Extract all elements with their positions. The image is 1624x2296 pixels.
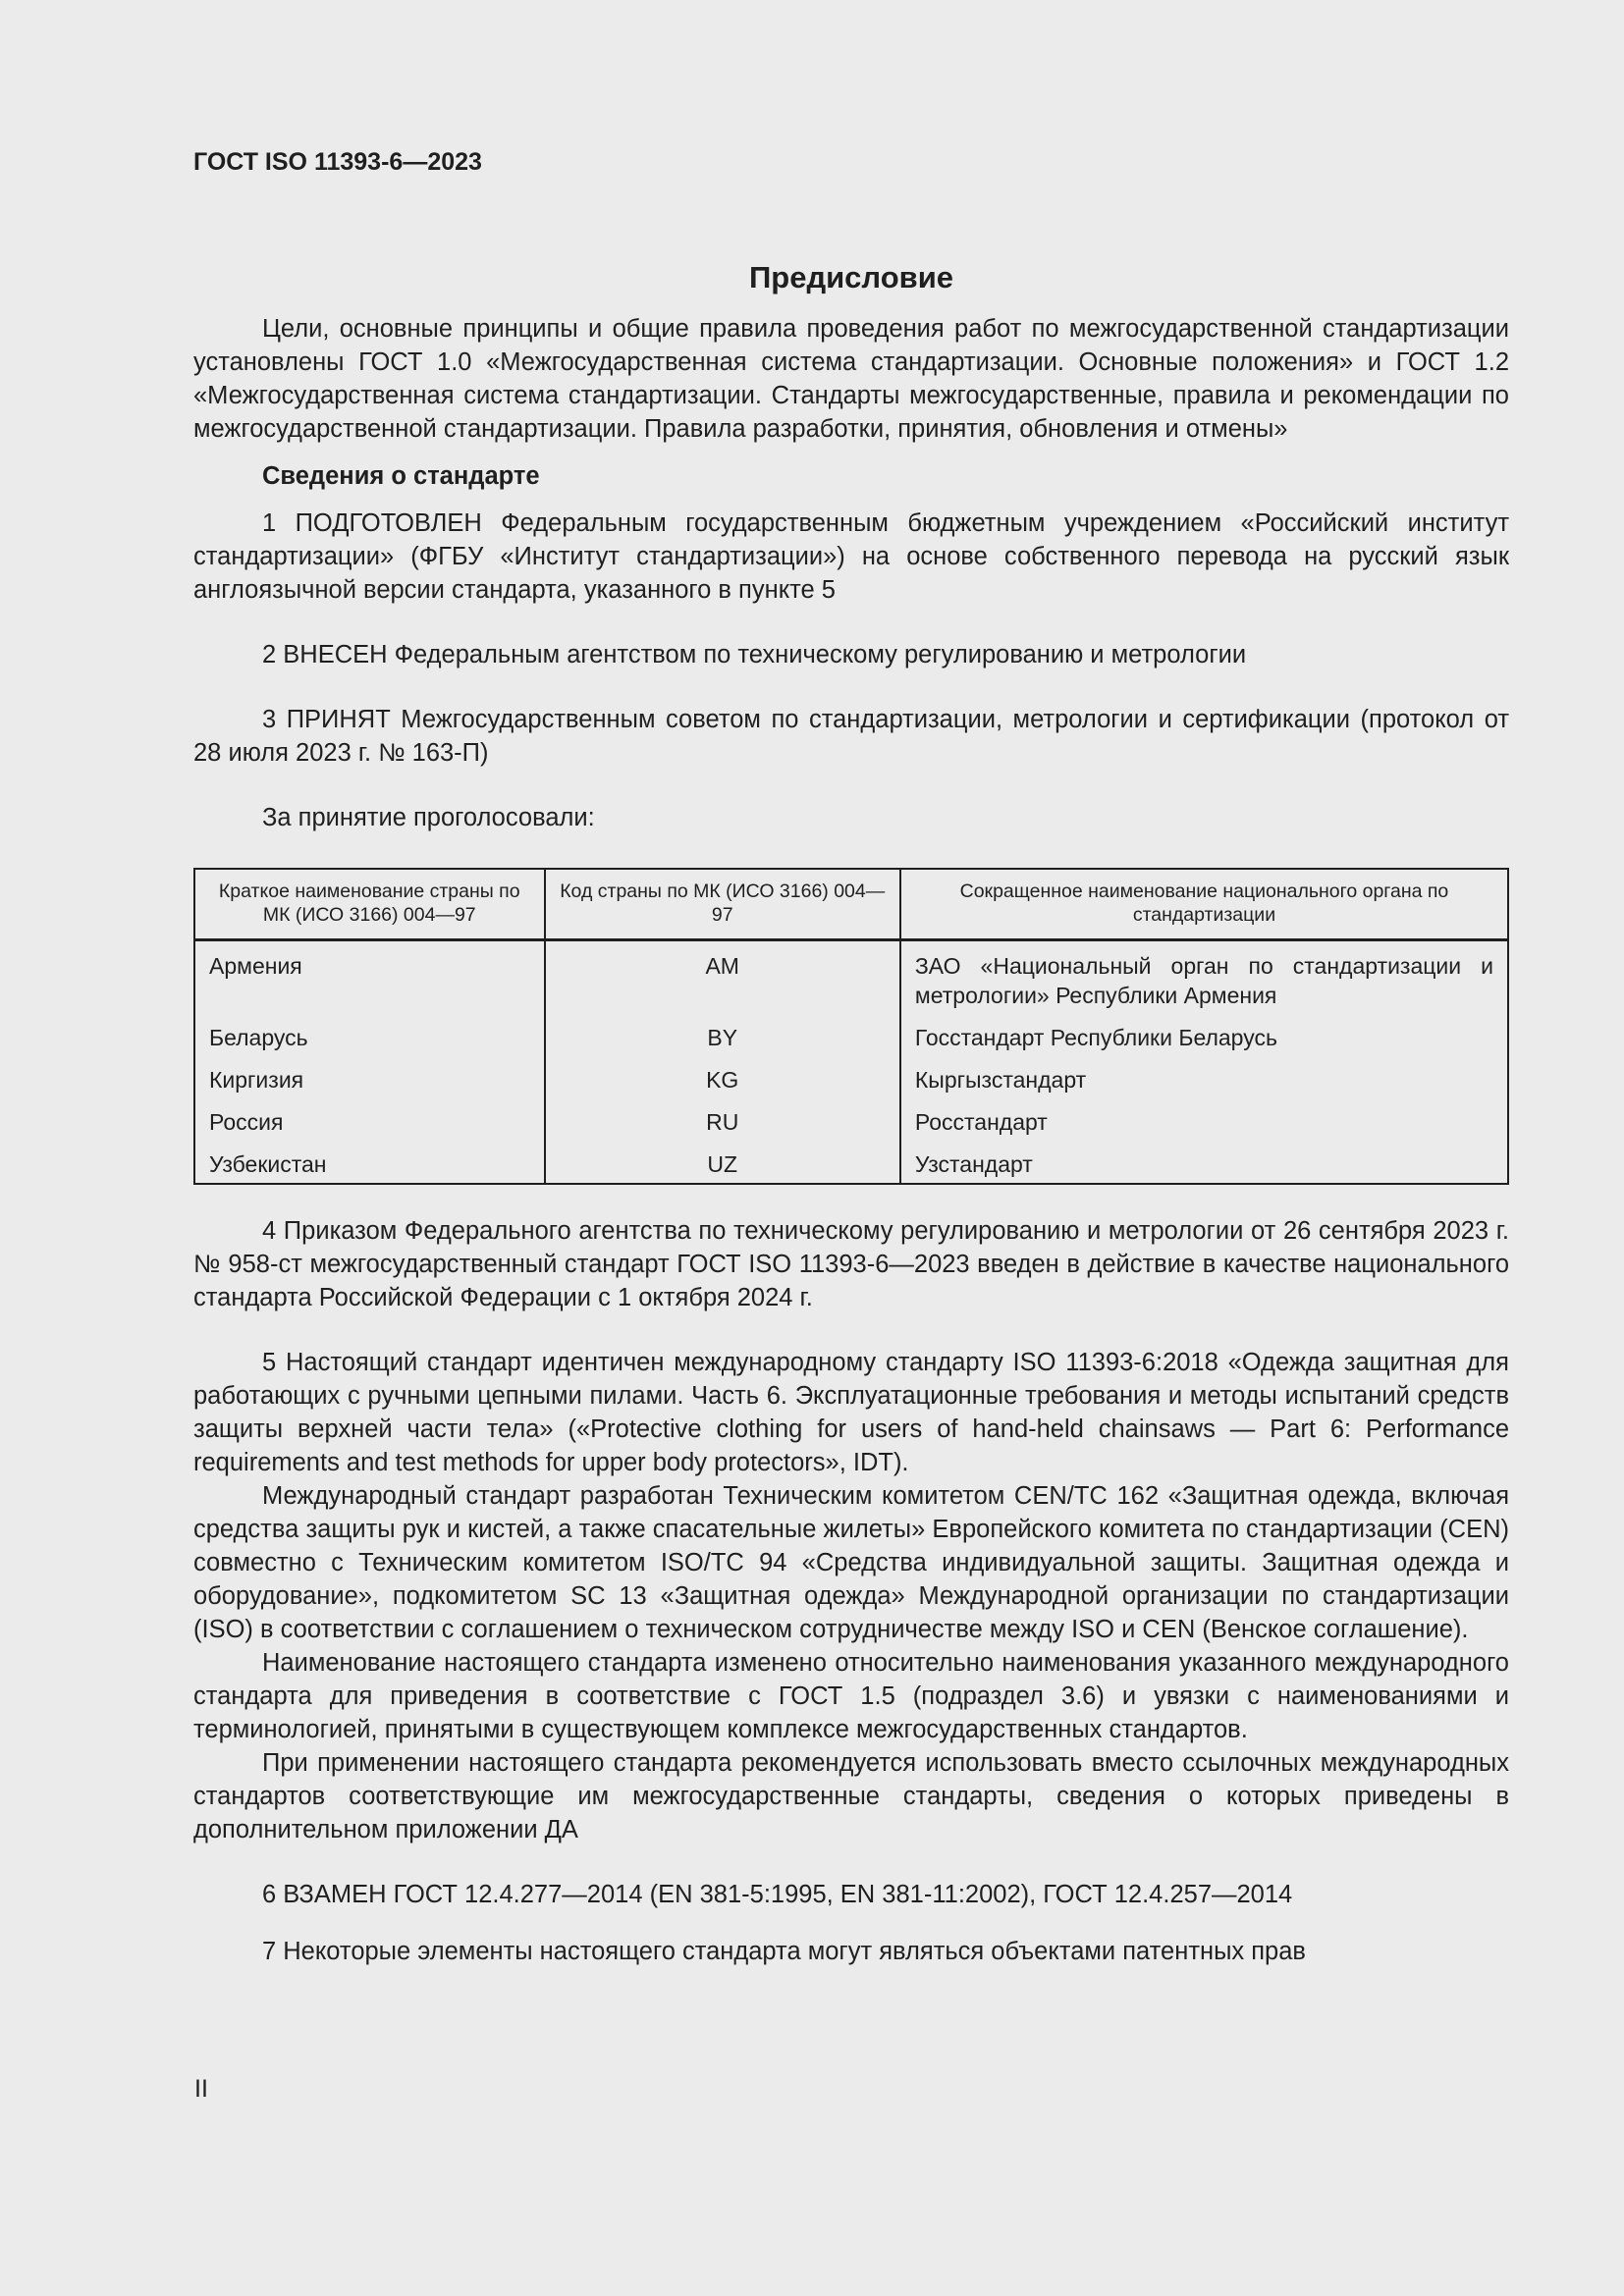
item-1: 1 ПОДГОТОВЛЕН Федеральным государственным бюджетным учреждением «Российский институт стандартизации» (ФГБУ «Институт стандартизации») на основе собственного перевода на русский язык англоязычной версии стандарта, указанного в пункте 5 — [193, 509, 1509, 604]
item-5-paragraph-4: При применении настоящего стандарта рекомендуется использовать вместо ссылочных международных стандартов соответствующие им межгосударственные стандарты, сведения о которых приведены в дополнительном приложении ДА — [193, 1749, 1509, 1843]
column-header-organization: Сокращенное наименование национального органа по стандартизации — [900, 869, 1508, 940]
country-cell: Киргизия — [194, 1056, 545, 1098]
item-4: 4 Приказом Федерального агентства по техническому регулированию и метрологии от 26 сентября 2023 г. № 958-ст межгосударственный стандарт ГОСТ ISO 11393-6—2023 введен в действие в качестве национального стандарта Российской Федерации с 1 октября 2024 г. — [193, 1217, 1509, 1311]
organization-cell: Кыргызстандарт — [900, 1056, 1508, 1098]
vote-intro: За принятие проголосовали: — [262, 804, 595, 831]
country-cell: Узбекистан — [194, 1141, 545, 1184]
item-3: 3 ПРИНЯТ Межгосударственным советом по стандартизации, метрологии и сертификации (протокол от 28 июля 2023 г. № 163-П) — [193, 706, 1509, 767]
item-5-paragraph-2: Международный стандарт разработан Техническим комитетом CEN/TC 162 «Защитная одежда, включая средства защиты рук и кистей, а также спасательные жилеты» Европейского комитета по стандартизации (CEN) совместно с Техническим комитетом ISO/TC 94 «Средства индивидуальной защиты. Защитная одежда и оборудование», подкомитетом SC 13 «Защитная одежда» Международной организации по стандартизации (ISO) в соответствии с соглашением о техническом сотрудничестве между ISO и CEN (Венское соглашение). — [193, 1482, 1509, 1643]
item-5: 5 Настоящий стандарт идентичен международному стандарту ISO 11393-6:2018 «Одежда защитная для работающих с ручными цепными пилами. Часть 6. Эксплуатационные требования и методы испытаний средств защиты верхней части тела» («Protective clothing for users of hand-held chainsaws — Part 6: Performance requirements and test methods for upper body protectors», IDT). — [193, 1349, 1509, 1476]
item-6: 6 ВЗАМЕН ГОСТ 12.4.277—2014 (EN 381-5:1995, EN 381-11:2002), ГОСТ 12.4.257—2014 — [262, 1881, 1293, 1908]
item-5-paragraph-3: Наименование настоящего стандарта изменено относительно наименования указанного международного стандарта для приведения в соответствие с ГОСТ 1.5 (подраздел 3.6) и увязки с наименованиями и терминологией, принятыми в существующем комплексе межгосударственных стандартов. — [193, 1649, 1509, 1743]
code-cell: RU — [545, 1098, 900, 1141]
intro-paragraph: Цели, основные принципы и общие правила проведения работ по межгосударственной стандартизации установлены ГОСТ 1.0 «Межгосударственная система стандартизации. Основные положения» и ГОСТ 1.2 «Межгосударственная система стандартизации. Стандарты межгосударственные, правила и рекомендации по межгосударственной стандартизации. Правила разработки, принятия, обновления и отмены» — [193, 315, 1509, 443]
table-row — [194, 1141, 1508, 1184]
code-cell: KG — [545, 1056, 900, 1098]
country-cell: Россия — [194, 1098, 545, 1141]
page-number: II — [194, 2075, 208, 2103]
item-7: 7 Некоторые элементы настоящего стандарта могут являться объектами патентных прав — [262, 1938, 1306, 1965]
table-row — [194, 1014, 1508, 1056]
country-cell: Беларусь — [194, 1014, 545, 1056]
code-cell: BY — [545, 1014, 900, 1056]
column-header-country: Краткое наименование страны по МК (ИСО 3166) 004—97 — [194, 869, 545, 940]
table-row — [194, 1056, 1508, 1098]
code-cell: AM — [545, 940, 900, 1015]
subheading: Сведения о стандарте — [262, 462, 540, 490]
table-row — [194, 940, 1508, 1015]
code-cell: UZ — [545, 1141, 900, 1184]
country-cell: Армения — [194, 940, 545, 1015]
document-page — [193, 145, 1509, 1968]
organization-cell: Росстандарт — [900, 1098, 1508, 1141]
page-title: Предисловие — [748, 260, 953, 294]
item-2: 2 ВНЕСЕН Федеральным агентством по техническому регулированию и метрологии — [262, 641, 1247, 668]
document-header: ГОСТ ISO 11393-6—2023 — [193, 148, 482, 176]
table-header-row — [194, 869, 1508, 940]
voting-table — [193, 868, 1509, 1185]
table-row — [194, 1098, 1508, 1141]
organization-cell: Госстандарт Республики Беларусь — [900, 1014, 1508, 1056]
column-header-code: Код страны по МК (ИСО 3166) 004—97 — [545, 869, 900, 940]
organization-cell: ЗАО «Национальный орган по стандартизации и метрологии» Республики Армения — [900, 940, 1508, 1015]
organization-cell: Узстандарт — [900, 1141, 1508, 1184]
